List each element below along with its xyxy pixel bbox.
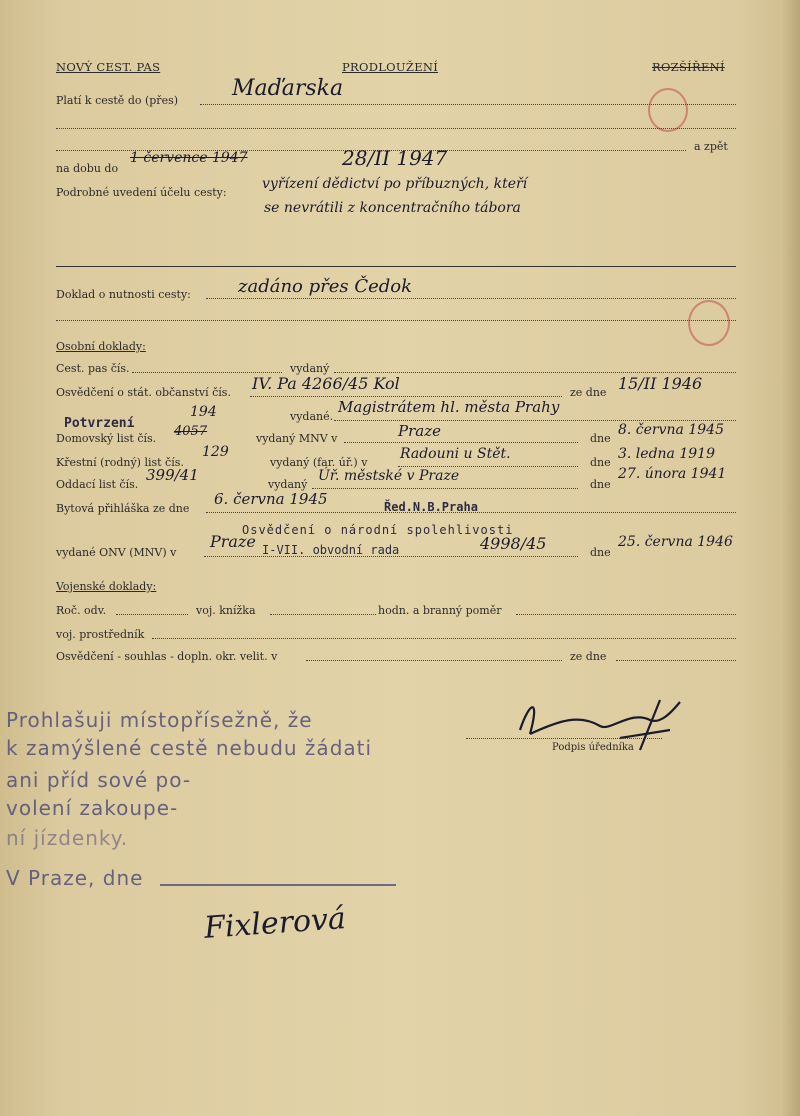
- onv-place: Praze: [210, 532, 256, 551]
- header-extension: PRODLOUŽENÍ: [342, 60, 439, 74]
- duration-value: 28/II 1947: [342, 146, 448, 170]
- personal-docs-heading: Osobní doklady:: [56, 340, 146, 353]
- military-intermediary-label: voj. prostředník: [56, 628, 145, 641]
- baptism-date-label: dne: [590, 456, 611, 469]
- declaration-stamp-line-5: ní jízdenky.: [6, 826, 129, 850]
- military-book-dots: [270, 614, 376, 615]
- passport-issued-label: vydaný: [290, 362, 330, 375]
- residence-date: 6. června 1945: [214, 490, 328, 508]
- issued-by-value: Magistrátem hl. města Prahy: [338, 398, 560, 416]
- necessity-value: zadáno přes Čedok: [238, 276, 413, 297]
- red-stamp-mark-2: [688, 300, 730, 346]
- applicant-signature: Fixlerová: [202, 901, 347, 946]
- blank-line-3: [56, 320, 736, 321]
- residence-typed: Řed.N.B.Praha: [384, 500, 478, 514]
- citizenship-dots: [250, 396, 562, 397]
- conscription-year-dots: [116, 614, 188, 615]
- domicile-date: 8. června 1945: [618, 422, 724, 438]
- citizenship-value: IV. Pa 4266/45 Kol: [252, 374, 400, 393]
- confirmation-stamp: Potvrzení: [64, 416, 135, 431]
- military-consent-dots: [306, 660, 562, 661]
- military-consent-date-label: ze dne: [570, 650, 607, 663]
- marriage-place-dots: [312, 488, 578, 489]
- necessity-label: Doklad o nutnosti cesty:: [56, 288, 191, 301]
- reliability-title: Osvědčení o národní spolehlivosti: [242, 523, 514, 537]
- domicile-label: Domovský list čís.: [56, 432, 157, 445]
- domicile-place: Praze: [398, 422, 441, 440]
- citizenship-date-label: ze dne: [570, 386, 607, 399]
- onv-label: vydané ONV (MNV) v: [56, 546, 177, 559]
- conscription-year-label: Roč. odv.: [56, 604, 107, 617]
- duration-struck-value: 1 července 1947: [130, 150, 248, 166]
- onv-typed: I-VII. obvodní rada: [262, 543, 400, 557]
- declaration-stamp-line-1: Prohlašuji místopřísežně, že: [6, 708, 313, 732]
- blank-line-1: [56, 128, 736, 129]
- signature-label: Podpis úředníka: [552, 742, 634, 753]
- baptism-label: Křestní (rodný) list čís.: [56, 456, 184, 469]
- purpose-line-2: se nevrátili z koncentračního tábora: [264, 200, 521, 216]
- duration-label: na dobu do: [56, 162, 119, 175]
- declaration-stamp-line-4: volení zakoupe-: [6, 796, 179, 820]
- domicile-place-dots: [344, 442, 578, 443]
- marriage-label: Oddací list čís.: [56, 478, 139, 491]
- declaration-date-line: [160, 884, 396, 886]
- marriage-issued-label: vydaný: [268, 478, 308, 491]
- header-enlargement: ROZŠÍŘENÍ: [652, 60, 725, 74]
- passport-number-label: Cest. pas čís.: [56, 362, 130, 375]
- red-stamp-mark: [648, 88, 688, 132]
- baptism-place-dots: [398, 466, 578, 467]
- domicile-date-label: dne: [590, 432, 611, 445]
- declaration-stamp-line-6: V Praze, dne: [6, 866, 144, 890]
- return-label: a zpět: [694, 140, 728, 153]
- citizenship-date: 15/II 1946: [618, 374, 703, 393]
- military-consent-label: Osvědčení - souhlas - dopln. okr. velit. v: [56, 650, 278, 663]
- marriage-place: Úř. městské v Praze: [318, 468, 460, 484]
- declaration-stamp-line-2: k zamýšlené cestě nebudu žádati: [6, 736, 373, 760]
- military-consent-date-dots: [616, 660, 736, 661]
- passport-issued-dots: [334, 372, 736, 373]
- marriage-number: 399/41: [146, 466, 199, 484]
- baptism-place: Radouni u Stět.: [400, 446, 511, 462]
- marriage-date-label: dne: [590, 478, 611, 491]
- purpose-label: Podrobné uvedení účelu cesty:: [56, 186, 227, 199]
- purpose-line-1: vyřízení dědictví po příbuzných, kteří: [262, 176, 528, 192]
- passport-number-dots: [132, 372, 282, 373]
- domicile-struck-number: 4057: [174, 424, 208, 439]
- header-new-passport: NOVÝ CEST. PAS: [56, 60, 161, 74]
- military-book-label: voj. knížka: [196, 604, 256, 617]
- onv-date: 25. června 1946: [618, 534, 733, 550]
- necessity-dots: [206, 298, 736, 299]
- destination-dots: [200, 104, 736, 105]
- domicile-mnv-label: vydaný MNV v: [256, 432, 338, 445]
- military-intermediary-dots: [152, 638, 736, 639]
- baptism-issued-label: vydaný (far. úř.) v: [270, 456, 368, 469]
- rank-label: hodn. a branný poměr: [378, 604, 502, 617]
- destination-label: Platí k cestě do (přes): [56, 94, 179, 107]
- baptism-number: 129: [202, 444, 229, 460]
- military-docs-heading: Vojenské doklady:: [56, 580, 157, 593]
- section-divider: [56, 266, 736, 267]
- signature-dots: [466, 738, 662, 739]
- baptism-date: 3. ledna 1919: [618, 446, 715, 462]
- issued-by-label: vydané.: [290, 410, 334, 423]
- declaration-stamp-line-3: ani příd sové po-: [6, 768, 192, 792]
- issued-by-dots: [334, 420, 736, 421]
- citizenship-label: Osvědčení o stát. občanství čís.: [56, 386, 231, 399]
- marriage-date: 27. února 1941: [618, 466, 727, 482]
- onv-date-label: dne: [590, 546, 611, 559]
- rank-dots: [516, 614, 736, 615]
- confirmation-number: 194: [190, 404, 217, 420]
- residence-label: Bytová přihláška ze dne: [56, 502, 190, 515]
- onv-number: 4998/45: [480, 534, 547, 553]
- destination-value: Maďarska: [232, 76, 344, 101]
